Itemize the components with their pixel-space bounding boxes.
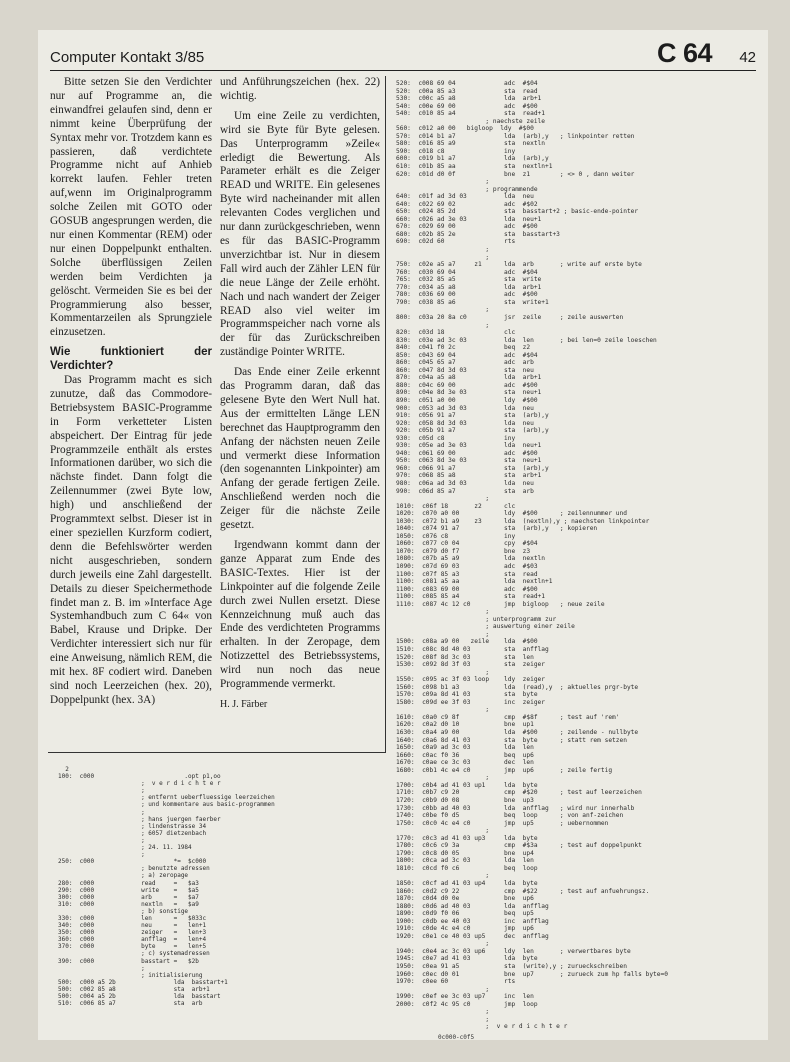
section-heading: Wie funktioniert der Verdichter? [50, 346, 212, 373]
page-header [50, 38, 756, 71]
assembler-listing-right: 520: c008 69 04 adc #$04 520: c00a 85 a3 sta read 530: c00c a5 a8 lda arb+1 540: c00e 69 00 adc #$00 540: c010 85 a4 sta read+1 ; naechste zeile 560: c012 a0 00 bigloop ldy #$00 570: c014 b1 a7 lda (arb),y ; linkpointer retten 580: c016 85 a9 sta nextln 590: c018 c8 iny 600: c019 b1 a7 lda (arb),y 610: c01b 85 aa sta nextln+1 620: c01d d0 0f bne z1 ; <> 0 , dann weiter ; ; programmende 640: c01f ad 3d 03 lda neu 640: c022 69 02 adc #$02 650: c024 85 2d sta basstart+2 ; basic-ende-pointer 660: c026 ad 3e 03 lda neu+1 670: c029 69 00 adc #$00 680: c02b 85 2e sta basstart+3 690: c02d 60 rts ; ; 750: c02e a5 a7 z1 lda arb ; write auf erste byte 760: c030 69 04 adc #$04 765: c032 85 a5 sta write 770: c034 a5 a8 lda arb+1 780: c036 69 00 adc #$00 790: c038 85 a6 sta write+1 ; 800: c03a 20 8a c0 jsr zeile ; zeile auswerten ; 820: c03d 18 clc 830: c03e ad 3c 03 lda len ; bei len=0 zeile loeschen 840: c041 f0 2c beq z2 850: c043 69 04 adc #$04 860: c045 65 a7 adc arb 860: c047 8d 3d 03 sta neu 870: c04a a5 a8 lda arb+1 880: c04c 69 00 adc #$00 890: c04e 8d 3e 03 sta neu+1 890: c051 a0 00 ldy #$00 900: c053 ad 3d 03 lda neu 910: c056 91 a7 sta (arb),y 920: c058 8d 3d 03 lda neu 920: c05b 91 a7 sta (arb),y 930: c05d c8 iny 930: c05e ad 3e 03 lda neu+1 940: c061 69 00 adc #$00 950: c063 8d 3e 03 sta neu+1 960: c066 91 a7 sta (arb),y 970: c068 85 a8 sta arb+1 980: c06a ad 3d 03 lda neu 990: c06d 85 a7 sta arb ; 1010: c06f 18 z2 clc 1020: c070 a0 00 ldy #$00 ; zeilennummer und 1030: c072 b1 a9 z3 lda (nextln),y ; naechsten linkpointer 1040: c074 91 a7 sta (arb),y ; kopieren 1050: c076 c8 iny 1060: c077 c0 04 cpy #$04 1070: c079 d0 f7 bne z3 1080: c07b a5 a9 lda nextln 1090: c07d 69 03 adc #$03 1100: c07f 85 a3 sta read 1100: c081 a5 aa lda nextln+1 1100: c083 69 00 adc #$00 1100: c085 85 a4 sta read+1 1110: c087 4c 12 c0 jmp bigloop ; neue zeile ; ; unterprogramm zur ; auswertung einer zeile ; 1500: c08a a9 00 zeile lda #$00 1510: c08c 8d 40 03 sta anfflag 1520: c08f 8d 3c 03 sta len 1530: c092 8d 3f 03 sta zeiger ; 1550: c095 ac 3f 03 loop ldy zeiger 1560: c098 b1 a3 lda (read),y ; aktuelles prgr-byte 1570: c09a 8d 41 03 sta byte 1580: c09d ee 3f 03 inc zeiger ; 1610: c0a0 c9 8f cmp #$8f ; test auf 'rem' 1620: c0a2 d0 10 bne up1 1630: c0a4 a9 00 lda #$00 ; zeilende - nullbyte 1640: c0a6 8d 41 03 sta byte ; statt rem setzen 1650: c0a9 ad 3c 03 lda len 1660: c0ac f0 36 beq up6 1670: c0ae ce 3c 03 dec len 1680: c0b1 4c e4 c0 jmp up6 ; zeile fertig ; 1700: c0b4 ad 41 03 up1 lda byte 1710: c0b7 c9 20 cmp #$20 ; test auf leerzeichen 1720: c0b9 d0 08 bne up3 1730: c0bb ad 40 03 lda anfflag ; wird nur innerhalb 1740: c0be f0 d5 beq loop ; von anf-zeichen 1750: c0c0 4c e4 c0 jmp up5 ; uebernommen ; 1770: c0c3 ad 41 03 up3 lda byte 1780: c0c6 c9 3a cmp #$3a ; test auf doppelpunkt 1790: c0c8 d0 05 bne up4 1800: c0ca ad 3c 03 lda len 1810: c0cd f0 c6 beq loop ; 1850: c0cf ad 41 03 up4 lda byte 1860: c0d2 c9 22 cmp #$22 ; test auf anfuehrungsz. 1870: c0d4 d0 0e bne up6 1880: c0d6 ad 40 03 lda anfflag 1890: c0d9 f0 06 beq up5 1900: c0db ee 40 03 inc anfflag 1910: c0de 4c e4 c0 jmp up6 1920: c0e1 ce 40 03 up5 dec anfflag ; 1940: c0e4 ac 3c 03 up6 ldy len ; verwertbares byte 1945: c0e7 ad 41 03 lda byte 1950: c0ea 91 a5 sta (write),y ; zurueckschreiben 1960: c0ec d0 01 bne up7 ; zurueck zum hp falls byte=0 1970: c0ee 60 rts ; 1990: c0ef ee 3c 03 up7 inc len 2000: c0f2 4c 95 c0 jmp loop ; ; ; v e r d i c h t e r [396, 80, 668, 1030]
article-column-1 [50, 76, 212, 714]
article-column-2 [220, 76, 380, 718]
assembler-listing-left: 2 100: c000 .opt p1,oo ; v e r d i c h t e r ; ; entfernt ueberfluessige leerzeichen ; und kommentare aus basic-programmen ; ; hans juergen faerber ; lindenstrasse 34 ; 6057 dietzenbach ; ; 24. 11. 1984 ; 250: c000 *= $c000 ; benutzte adressen ; a) zeropage 280: c000 read = $a3 290: c000 write = $a5 300: c000 arb = $a7 310: c000 nextln = $a9 ; b) sonstige 330: c000 len = $033c 340: c000 neu = len+1 350: c000 zeiger = len+3 360: c000 anfflag = len+4 370: c000 byte = len+5 ; c) systemadressen 390: c000 basstart = $2b ; ; initialisierung 500: c000 a5 2b lda basstart+1 500: c002 85 a8 sta arb+1 500: c004 a5 2b lda basstart 510: c006 85 a7 sta arb [58, 766, 275, 1008]
paragraph: Irgendwann kommt dann der ganze Apparat zum Ende des BASIC-Textes. Hier ist der Linkpointer auf die folgende Zeile durch zwei Nullen ersetzt. Diese Kennzeichnung muß auch das Ende des verdichteten Programms erhalten. In der Zeropage, dem Notizzettel des Betriebssystems, wird nun noch das neue Programmende vermerkt. [220, 539, 380, 691]
listing-footer: 0c000-c0f5 [438, 1034, 475, 1041]
page-number: 42 [739, 49, 756, 66]
paragraph: Das Programm macht es sich zunutze, daß das Commodore-Betriebsystem BASIC-Programme in Form verketteter Listen abspeichert. Der Eintrag für jede Programmzeile enthält als erstes Informationen darüber, wo sich die nächste findet. Dann folgt die Zeilennummer (zwei Byte low, high) und anschließend der Programmtext selbst. Dieser ist in einer speziellen Kurzform codiert, denn die Befehlswörter werden nicht ausgeschrieben, sondern durch jeweils eine Zahl dargestellt. Details zu dieser Speichermethode findet man z. B. im »Interface Age Systemhandbuch zum C 64« von Babel, Krause und Dripke. Der Verdichter interessiert sich nur für eine Anweisung, nämlich REM, die mit hex. 8F codiert wird. Daneben sind noch Leerzeichen (hex. 20), Doppelpunkt (hex. 3A) [50, 374, 212, 706]
paragraph: Bitte setzen Sie den Verdichter nur auf Programme an, die einwandfrei gelaufen sind, denn er nimmt keine Überprüfung der Syntax mehr vor. Trotzdem kann es passieren, daß verdichtete Programme nicht auf Anhieb korrekt laufen. Fehler treten auf,wenn im Originalprogramm solche Zeilen mit GOTO oder GOSUB angesprungen werden, die nur einen Kommentar (REM) oder nur einen Doppelpunkt enthalten. Solche überflüssigen Zeilen werden beim Verdichten ja gelöscht. Vermeiden Sie es bei der Programmierung also besser, Kommentarzeilen als Sprungziele einzusetzen. [50, 76, 212, 339]
section-title: C 64 [656, 38, 712, 68]
listing-divider [48, 752, 386, 753]
magazine-issue: Computer Kontakt 3/85 [50, 49, 205, 66]
paragraph: und Anführungszeichen (hex. 22) wichtig. [220, 76, 380, 102]
paragraph: Das Ende einer Zeile erkennt das Programm daran, daß das gelesene Byte den Wert Null hat. Aus der ermittelten Länge LEN berechnet das Hauptprogramm den Anfang der nächsten neuen Zeile und vermerkt diese Information (den sogenannten Linkpointer) am Anfang der gerade fertigen Zeile. Anschließend werden noch die Zeiger für die nächste Zeile gesetzt. [220, 366, 380, 532]
paragraph: Um eine Zeile zu verdichten, wird sie Byte für Byte gelesen. Das Unterprogramm »Zeile« erledigt die Bewertung. Als Parameter erhält es die Zeiger READ und WRITE. Ein gelesenes Byte wird nacheinander mit allen relevanten Codes verglichen und nur dann zurückgeschrieben, wenn es für das BASIC-Programm unverzichtbar ist. Nur in diesem Fall wird auch der Zähler LEN für die neue Länge der Zeile erhöht. Nach und nach wandert der Zeiger READ also viel weiter im Programmspeicher nach vorne als der für das Zurückschreiben zuständige Pointer WRITE. [220, 109, 380, 359]
column-divider [385, 76, 386, 752]
magazine-page [38, 30, 768, 1040]
author-signature: H. J. Färber [220, 698, 268, 710]
